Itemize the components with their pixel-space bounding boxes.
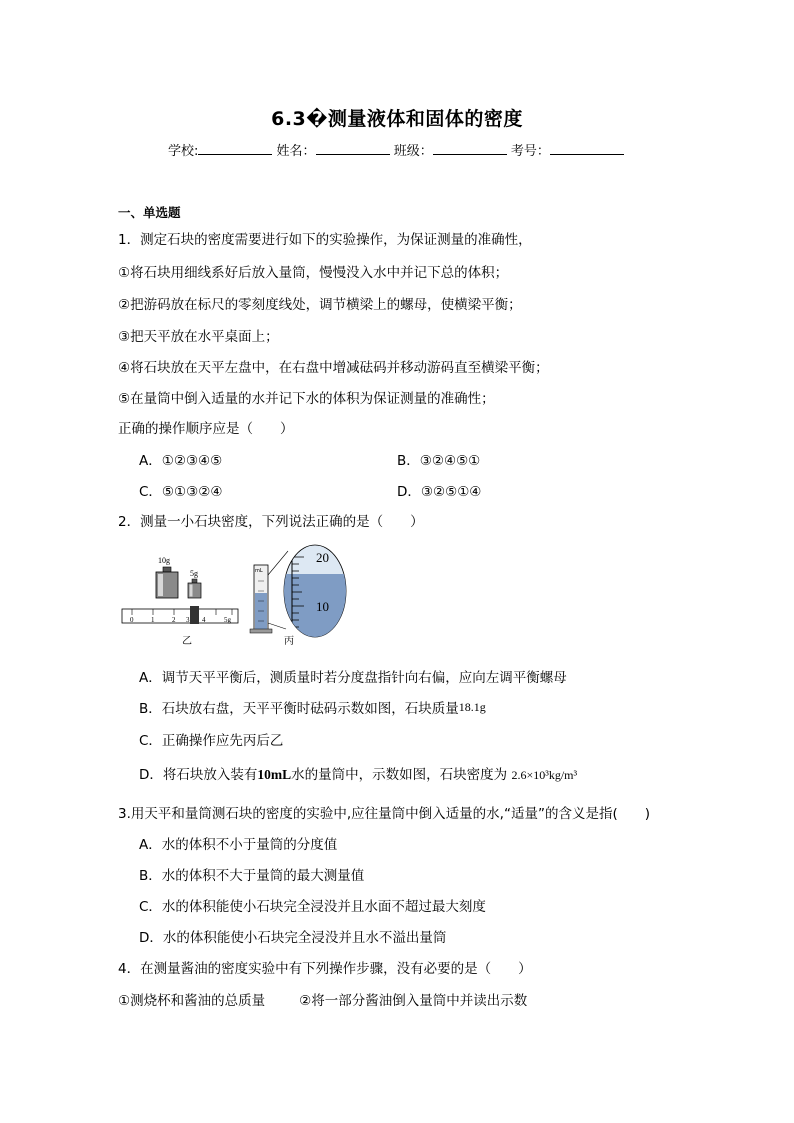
svg-text:20: 20 bbox=[316, 550, 329, 565]
q1-step-4: ④将石块放在天平左盘中，在右盘中增减砝码并移动游码直至横梁平衡； bbox=[118, 360, 549, 376]
q2-option-d-rest: 水的量筒中，示数如图，石块密度为 bbox=[291, 767, 508, 783]
q3-option-b[interactable]: B．水的体积不大于量筒的最大测量值 bbox=[139, 868, 365, 884]
svg-text:5g: 5g bbox=[190, 569, 198, 578]
svg-text:4: 4 bbox=[202, 616, 206, 624]
q2-option-a[interactable]: A．调节天平平衡后，测质量时若分度盘指针向右偏，应向左调平衡螺母 bbox=[139, 670, 567, 686]
q4-step-2: ②将一部分酱油倒入量筒中并读出示数 bbox=[299, 993, 528, 1009]
q1-ask: 正确的操作顺序应是（ ） bbox=[118, 421, 294, 437]
number-label: 考号： bbox=[510, 144, 550, 159]
number-blank bbox=[550, 142, 624, 155]
zoom-callout bbox=[268, 545, 358, 644]
svg-text:mL: mL bbox=[255, 568, 263, 574]
q4-stem: 4．在测量酱油的密度实验中有下列操作步骤，没有必要的是（ ） bbox=[118, 961, 532, 977]
svg-text:1: 1 bbox=[151, 616, 155, 624]
q2-figure bbox=[118, 543, 358, 653]
q1-option-b[interactable]: B．③②④⑤① bbox=[397, 453, 481, 469]
weight-5g bbox=[188, 569, 201, 598]
q2-option-d-text: D．将石块放入装有 bbox=[139, 767, 258, 783]
q2-option-d-volume: 10mL bbox=[257, 767, 292, 782]
q1-step-1: ①将石块用细线系好后放入量筒，慢慢没入水中并记下总的体积； bbox=[118, 265, 509, 281]
graduated-cylinder bbox=[250, 565, 272, 633]
svg-text:3: 3 bbox=[186, 616, 190, 624]
q2-stem: 2．测量一小石块密度，下列说法正确的是（ ） bbox=[118, 514, 424, 530]
school-label: 学校: bbox=[168, 144, 199, 159]
q1-stem: 1．测定石块的密度需要进行如下的实验操作，为保证测量的准确性， bbox=[118, 232, 532, 248]
q3-stem: 3.用天平和量筒测石块的密度的实验中,应往量筒中倒入适量的水,“适量”的含义是指( ) bbox=[118, 806, 650, 822]
balance-and-cylinder-diagram bbox=[118, 543, 358, 653]
svg-text:10g: 10g bbox=[158, 556, 170, 565]
student-info-row bbox=[168, 140, 624, 159]
q3-option-a[interactable]: A．水的体积不小于量筒的分度值 bbox=[139, 837, 338, 853]
q4-step-1: ①测烧杯和酱油的总质量 bbox=[118, 993, 266, 1009]
q3-option-c[interactable]: C．水的体积能使小石块完全浸没并且水面不超过最大刻度 bbox=[139, 899, 486, 915]
class-label: 班级： bbox=[393, 144, 433, 159]
q4-steps bbox=[118, 989, 527, 1009]
class-blank bbox=[433, 142, 507, 155]
school-blank bbox=[198, 142, 272, 155]
q1-step-5: ⑤在量筒中倒入适量的水并记下水的体积为保证测量的准确性； bbox=[118, 391, 495, 407]
q2-option-d[interactable] bbox=[139, 763, 577, 783]
q3-option-d[interactable]: D．水的体积能使小石块完全浸没并且水不溢出量筒 bbox=[139, 930, 447, 946]
q2-option-d-density: 2.6×10³kg/m³ bbox=[511, 768, 578, 782]
q2-option-b-text: B．石块放右盘，天平平衡时砝码示数如图，石块质量 bbox=[139, 701, 459, 717]
q1-step-3: ③把天平放在水平桌面上； bbox=[118, 329, 279, 345]
q1-option-d[interactable]: D．③②⑤①④ bbox=[397, 484, 482, 500]
page-title: 6.3�测量液体和固体的密度 bbox=[271, 108, 523, 130]
label-bing: 丙 bbox=[284, 636, 294, 647]
svg-text:2: 2 bbox=[172, 616, 176, 624]
beam-scale bbox=[122, 606, 238, 624]
q2-option-c[interactable]: C．正确操作应先丙后乙 bbox=[139, 733, 284, 749]
label-yi: 乙 bbox=[182, 636, 192, 647]
weight-10g bbox=[156, 556, 178, 598]
svg-text:5g: 5g bbox=[224, 616, 231, 624]
name-blank bbox=[316, 142, 390, 155]
section-heading: 一、单选题 bbox=[118, 205, 181, 220]
svg-text:0: 0 bbox=[130, 616, 134, 624]
name-label: 姓名： bbox=[276, 144, 316, 159]
q1-option-c[interactable]: C．⑤①③②④ bbox=[139, 484, 223, 500]
q1-option-a[interactable]: A．①②③④⑤ bbox=[139, 453, 223, 469]
q2-option-b[interactable] bbox=[139, 697, 486, 717]
q1-step-2: ②把游码放在标尺的零刻度线处，调节横梁上的螺母，使横梁平衡； bbox=[118, 297, 522, 313]
q2-option-b-value: 18.1g bbox=[458, 700, 486, 714]
svg-text:10: 10 bbox=[316, 599, 329, 614]
